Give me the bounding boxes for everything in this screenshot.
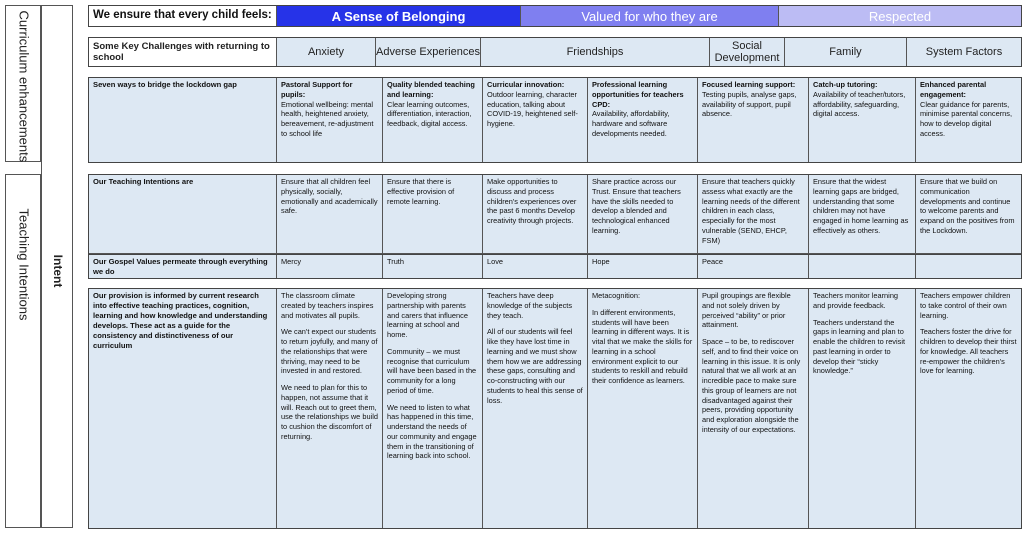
provision-cell	[277, 289, 383, 528]
seven-ways-cell	[916, 78, 1021, 162]
seven-ways-cell	[483, 78, 588, 162]
seven-ways-body: Availability of teacher/tutors, affordability, safeguarding, digital access.	[813, 89, 906, 119]
provision-paragraph: Teachers have deep knowledge of the subjects they teach.	[487, 291, 573, 320]
gospel-value-love: Love	[483, 255, 588, 278]
teaching-intention-cell: Ensure that the widest learning gaps are bridged, understanding that some children may not have engaged in home learning as effectively as others.	[809, 175, 916, 253]
challenge-anxiety: Anxiety	[277, 38, 376, 66]
teaching-intentions-band	[88, 174, 1022, 255]
provision-paragraph: Community – we must recognise that curriculum will have been based in the community for a long period of time.	[387, 346, 477, 395]
teaching-intention-cell: Ensure that teachers quickly assess what exactly are the learning needs of the different children in each class, especially for the most vulnerable (SEND, EHCP, FSM)	[698, 175, 809, 253]
challenge-family: Family	[785, 38, 907, 66]
curriculum-enhancements-label: Curriculum enhancements	[16, 10, 32, 163]
respected-pill: Respected	[779, 6, 1021, 26]
gospel-value-hope: Hope	[588, 255, 698, 278]
seven-ways-cell	[588, 78, 698, 162]
challenge-social-development: Social Development	[710, 38, 785, 66]
provision-paragraph: Teachers foster the drive for children to develop their thirst for knowledge. All teachers re-empower the children's love for learning.	[920, 327, 1017, 376]
provision-cell	[483, 289, 588, 528]
teaching-intentions-lead: Our Teaching Intentions are	[89, 175, 277, 253]
gospel-value-truth: Truth	[383, 255, 483, 278]
challenge-system-factors: System Factors	[925, 46, 1003, 58]
teaching-intentions-label-box	[5, 174, 41, 528]
teaching-intentions-row	[89, 175, 1021, 254]
gospel-value-empty	[809, 255, 916, 278]
provision-cell	[698, 289, 809, 528]
seven-ways-cell	[277, 78, 383, 162]
provision-paragraph: We can't expect our students to return joyfully, and many of the relationships that were thriving, may need to be invested in and restored.	[281, 327, 378, 376]
gospel-value-empty	[916, 255, 1021, 278]
intent-label-box	[41, 5, 73, 528]
header-lead: We ensure that every child feels:	[89, 6, 277, 26]
provision-paragraph: Pupil groupings are flexible and not solely driven by perceived “ability” or prior attainment.	[702, 291, 791, 330]
provision-paragraph: Space – to be, to rediscover self, and to find their voice on learning in this issue. It is only natural that we all work at an incredible pace to make sure this group of learners are not disadvantaged against their peers, providing opportunity and exploration alongside the intensity of our expectations.	[702, 337, 801, 434]
provision-lead: Our provision is informed by current research into effective teaching practices, cognition, learning and how knowledge and understanding develops. These act as a guide for the consistency and distinctiveness of our curriculum	[89, 289, 277, 528]
gospel-values-band	[88, 254, 1022, 279]
seven-ways-head: Quality blended teaching and learning:	[387, 80, 475, 99]
seven-ways-body: Emotional wellbeing: mental health, heightened anxiety, bereavement, re-adjustment to school life	[281, 99, 374, 138]
provision-paragraph: The classroom climate created by teachers inspires and motivates all pupils.	[281, 291, 374, 320]
seven-ways-band	[88, 77, 1022, 163]
seven-ways-cell	[809, 78, 916, 162]
key-challenges-lead: Some Key Challenges with returning to school	[89, 38, 277, 66]
provision-paragraph: Metacognition:	[592, 291, 641, 300]
teaching-intention-cell: Share practice across our Trust. Ensure that teachers have the skills needed to develop a blended and technological enhanced learning.	[588, 175, 698, 253]
provision-band	[88, 288, 1022, 529]
seven-ways-lead: Seven ways to bridge the lockdown gap	[89, 78, 277, 162]
seven-ways-body: Availability, affordability, hardware and software developments needed.	[592, 109, 670, 138]
gospel-value-peace: Peace	[698, 255, 809, 278]
provision-paragraph: We need to plan for this to happen, not assume that it will. Reach out to greet them, use the relationships we build to cushion the discomfort of returning.	[281, 383, 378, 441]
gospel-values-lead: Our Gospel Values permeate through everything we do	[89, 255, 277, 278]
seven-ways-cell	[698, 78, 809, 162]
provision-paragraph: Teachers monitor learning and provide feedback.	[813, 291, 899, 310]
seven-ways-head: Enhanced parental engagement:	[920, 80, 987, 99]
teaching-intentions-label: Teaching Intentions	[16, 208, 32, 321]
seven-ways-body: Testing pupils, analyse gaps, availability of support, pupil absence.	[702, 89, 797, 119]
provision-paragraph: Developing strong partnership with parents and carers that influence learning at school and home.	[387, 291, 468, 340]
provision-paragraph: Teachers empower children to take control of their own learning.	[920, 291, 1011, 320]
belonging-pill: A Sense of Belonging	[277, 6, 521, 26]
intent-label: Intent	[51, 254, 65, 288]
provision-cell	[916, 289, 1021, 528]
provision-cell	[383, 289, 483, 528]
curriculum-enhancements-label-box	[5, 5, 41, 162]
gospel-value-mercy: Mercy	[277, 255, 383, 278]
teaching-intention-cell: Make opportunities to discuss and process children's experiences over the past 6 months Develop creativity through projects.	[483, 175, 588, 253]
seven-ways-head: Professional learning opportunities for teachers CPD:	[592, 80, 684, 109]
seven-ways-head: Pastoral Support for pupils:	[281, 80, 353, 99]
challenge-friendships: Friendships	[481, 38, 710, 66]
provision-cell	[588, 289, 698, 528]
provision-paragraph: Teachers understand the gaps in learning and plan to enable the children to revisit past learning in order to develop their “sticky knowledge.”	[813, 317, 906, 376]
provision-paragraph: We need to listen to what has happened in this time, understand the needs of our community and engage them in the transitioning of learning back into school.	[387, 402, 477, 461]
teaching-intention-cell: Ensure that we build on communication developments and continue to welcome parents and expand on the positives from the Lockdown.	[920, 177, 1015, 235]
seven-ways-body: Outdoor learning, character education, talking about COVID-19, heightened self-hygiene.	[487, 89, 578, 129]
valued-pill: Valued for who they are	[521, 6, 779, 26]
seven-ways-head: Focused learning support:	[702, 80, 796, 89]
seven-ways-head: Catch-up tutoring:	[813, 80, 878, 89]
teaching-intention-cell: Ensure that all children feel physically, socially, emotionally and academically safe.	[277, 175, 383, 253]
key-challenges-band	[88, 37, 1022, 67]
provision-paragraph: In different environments, students will have been learning in different ways. It is vital that we make the skills for learning in a school environment explicit to our students to reskill and rebuild their confidence as learners.	[592, 307, 693, 386]
teaching-intention-cell: Ensure that there is effective provision of remote learning.	[383, 175, 483, 253]
seven-ways-cell	[383, 78, 483, 162]
provision-paragraph: All of our students will feel like they have lost time in learning and we must show them how we are addressing these gaps, consulting and co-constructing with our students to heal this sense of loss.	[487, 327, 583, 405]
challenge-adverse-experiences: Adverse Experiences	[376, 38, 481, 66]
header-band	[88, 5, 1022, 27]
provision-cell	[809, 289, 916, 528]
seven-ways-body: Clear learning outcomes, differentiation, interaction, feedback, digital access.	[387, 99, 472, 129]
seven-ways-body: Clear guidance for parents, minimise parental concerns, how to develop digital access.	[920, 99, 1013, 138]
seven-ways-head: Curricular innovation:	[487, 80, 565, 89]
